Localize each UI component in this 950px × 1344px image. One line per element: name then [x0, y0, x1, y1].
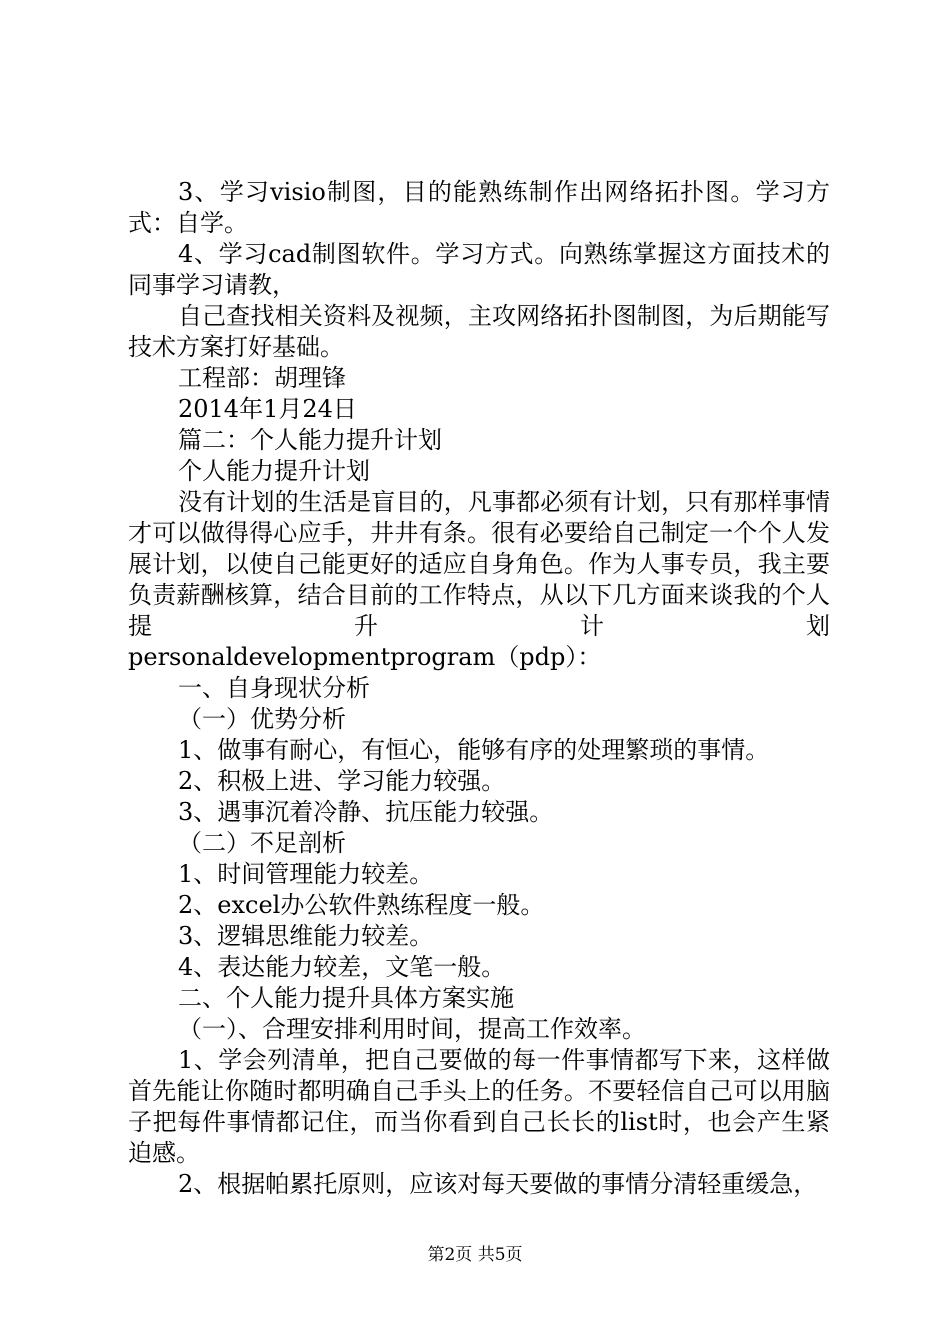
section-heading-part-two: 篇二：个人能力提升计划 [178, 426, 442, 454]
paragraph-cad: 4、学习cad制图软件。学习方式。向熟练掌握这方面技术的同事学习请教， [128, 240, 830, 299]
subheading-weaknesses: （二）不足剖析 [178, 829, 346, 857]
list-item-weakness-3: 3、逻辑思维能力较差。 [178, 922, 434, 950]
document-body [128, 177, 830, 1200]
page-number-footer: 第2页 共5页 [427, 1245, 523, 1265]
heading-improvement-plan: 二、个人能力提升具体方案实施 [178, 984, 514, 1012]
subheading-time-management: （一）、合理安排利用时间，提高工作效率。 [178, 1015, 646, 1043]
list-item-strength-1: 1、做事有耐心，有恒心，能够有序的处理繁琐的事情。 [178, 736, 770, 764]
paragraph-self-study: 自己查找相关资料及视频，主攻网络拓扑图制图，为后期能写技术方案打好基础。 [128, 302, 830, 361]
signature-date: 2014年1月24日 [178, 395, 357, 423]
list-item-plan-1: 1、学会列清单，把自己要做的每一件事情都写下来，这样做首先能让你随时都明确自己手头上的任务。不要轻信自己可以用脑子把每件事情都记住，而当你看到自己长长的list时，也会产生紧迫感。 [128, 1046, 830, 1167]
list-item-plan-2: 2、根据帕累托原则，应该对每天要做的事情分清轻重缓急， [178, 1170, 818, 1198]
paragraph-visio: 3、学习visio制图，目的能熟练制作出网络拓扑图。学习方式：自学。 [128, 178, 830, 237]
list-item-weakness-2: 2、excel办公软件熟练程度一般。 [178, 891, 545, 919]
list-item-weakness-1: 1、时间管理能力较差。 [178, 860, 434, 888]
list-item-strength-3: 3、遇事沉着冷静、抗压能力较强。 [178, 798, 554, 826]
paragraph-pdp: personaldevelopmentprogram（pdp）： [128, 643, 602, 671]
signature-department: 工程部：胡理锋 [178, 364, 346, 392]
heading-self-analysis: 一、自身现状分析 [178, 674, 370, 702]
subheading-strengths: （一）优势分析 [178, 705, 346, 733]
document-title: 个人能力提升计划 [178, 457, 370, 485]
list-item-weakness-4: 4、表达能力较差，文笔一般。 [178, 953, 506, 981]
paragraph-intro: 没有计划的生活是盲目的，凡事都必须有计划，只有那样事情才可以做得得心应手，井井有条。很有必要给自己制定一个个人发展计划，以使自己能更好的适应自身角色。作为人事专员，我主要负责薪酬核算，结合目前的工作特点，从以下几方面来谈我的个人提升计划 [128, 488, 830, 640]
list-item-strength-2: 2、积极上进、学习能力较强。 [178, 767, 506, 795]
